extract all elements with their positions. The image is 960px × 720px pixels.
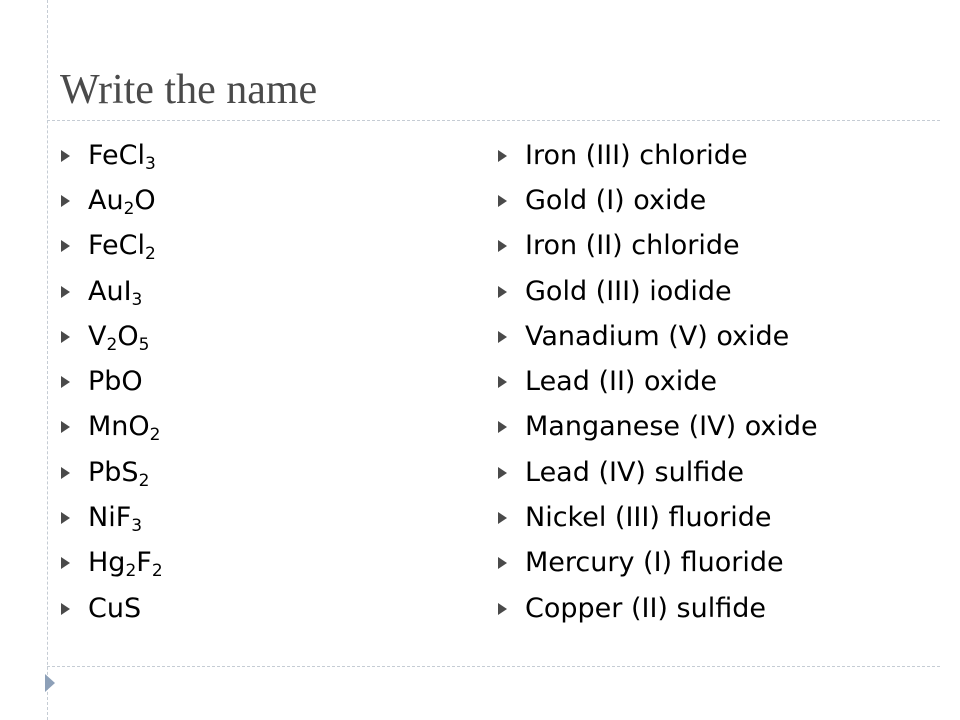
triangle-right-icon <box>60 556 71 570</box>
triangle-right-icon <box>497 602 508 616</box>
triangle-right-icon <box>60 511 71 525</box>
chemical-formula <box>88 456 149 490</box>
chemical-formula <box>88 184 156 218</box>
triangle-right-icon <box>60 285 71 299</box>
formula-list-item <box>60 314 163 359</box>
formula-element-symbol: Au <box>88 184 124 216</box>
formula-subscript: 2 <box>149 425 161 446</box>
triangle-right-icon <box>60 239 71 253</box>
compound-name-list-item <box>497 224 818 269</box>
formula-list-item <box>60 269 163 314</box>
formula-subscript: 3 <box>131 516 143 537</box>
compound-name-list-item <box>497 314 818 359</box>
formula-list-item <box>60 178 163 223</box>
footer-divider-line <box>47 666 940 667</box>
triangle-right-icon <box>60 149 71 163</box>
triangle-right-icon <box>497 420 508 434</box>
corner-arrow-icon <box>43 672 57 694</box>
compound-name: Vanadium (V) oxide <box>525 320 790 352</box>
triangle-right-icon <box>497 239 508 253</box>
formula-list-item <box>60 133 163 178</box>
chemical-formula <box>88 139 156 173</box>
page-title: Write the name <box>60 67 318 113</box>
formula-list-item <box>60 405 163 450</box>
formula-subscript: 2 <box>106 334 118 355</box>
formula-element-symbol: MnO <box>88 411 150 443</box>
compound-name: Copper (II) sulfide <box>525 592 766 624</box>
left-guide-line <box>47 0 48 720</box>
formula-list-item <box>60 359 163 404</box>
chemical-formula <box>88 410 161 444</box>
compound-name: Iron (II) chloride <box>525 230 740 262</box>
formula-subscript: 2 <box>145 244 156 265</box>
chemical-formula <box>88 275 142 309</box>
compound-name-list-item <box>497 405 818 450</box>
chemical-formula <box>88 546 163 580</box>
formula-element-symbol: FeCl <box>88 139 146 171</box>
formula-element-symbol: V <box>88 320 107 352</box>
triangle-right-icon <box>497 556 508 570</box>
triangle-right-icon <box>60 194 71 208</box>
compound-name-list-item <box>497 269 818 314</box>
compound-name-list-item <box>497 359 818 404</box>
formula-element-symbol: O <box>134 184 156 216</box>
formula-subscript: 3 <box>145 153 156 174</box>
triangle-right-icon <box>497 149 508 163</box>
compound-name: Lead (II) oxide <box>525 366 717 398</box>
triangle-right-icon <box>497 375 508 389</box>
chemical-formula <box>88 229 156 263</box>
compound-name-list-item <box>497 133 818 178</box>
chemical-formula <box>88 501 142 535</box>
triangle-right-icon <box>497 511 508 525</box>
triangle-right-icon <box>60 375 71 389</box>
triangle-right-icon <box>60 602 71 616</box>
compound-name-list-item <box>497 586 818 631</box>
formula-subscript: 2 <box>123 198 135 219</box>
compound-name: Lead (IV) sulfide <box>525 456 744 488</box>
compound-name: Nickel (III) fluoride <box>525 502 772 534</box>
formula-list-item <box>60 450 163 495</box>
formula-element-symbol: FeCl <box>88 230 146 262</box>
formula-list-item <box>60 586 163 631</box>
formula-subscript: 2 <box>151 561 163 582</box>
triangle-right-icon <box>497 194 508 208</box>
formula-list-item <box>60 224 163 269</box>
triangle-right-icon <box>497 466 508 480</box>
formula-element-symbol: F <box>136 547 152 579</box>
compound-name-list <box>497 133 818 631</box>
formula-element-symbol: PbO <box>88 366 143 398</box>
compound-name-list-item <box>497 495 818 540</box>
compound-name: Iron (III) chloride <box>525 139 748 171</box>
triangle-right-icon <box>60 330 71 344</box>
formula-list <box>60 133 163 631</box>
compound-name: Gold (III) iodide <box>525 275 732 307</box>
formula-element-symbol: NiF <box>88 502 132 534</box>
formula-element-symbol: CuS <box>88 592 142 624</box>
triangle-right-icon <box>497 330 508 344</box>
formula-subscript: 2 <box>125 561 137 582</box>
triangle-right-icon <box>60 420 71 434</box>
triangle-right-icon <box>497 285 508 299</box>
compound-name-list-item <box>497 178 818 223</box>
formula-element-symbol: AuI <box>88 275 132 307</box>
chemical-formula <box>88 365 143 399</box>
compound-name: Gold (I) oxide <box>525 184 707 216</box>
formula-list-item <box>60 495 163 540</box>
formula-list-item <box>60 541 163 586</box>
compound-name-list-item <box>497 450 818 495</box>
formula-element-symbol: PbS <box>88 456 139 488</box>
formula-subscript: 5 <box>138 334 150 355</box>
compound-name: Manganese (IV) oxide <box>525 411 818 443</box>
triangle-right-icon <box>60 466 71 480</box>
formula-subscript: 3 <box>131 289 143 310</box>
formula-subscript: 2 <box>138 470 150 491</box>
compound-name: Mercury (I) fluoride <box>525 547 784 579</box>
formula-element-symbol: Hg <box>88 547 126 579</box>
title-divider-line <box>47 120 940 121</box>
compound-name-list-item <box>497 541 818 586</box>
chemical-formula <box>88 320 149 354</box>
chemical-formula <box>88 592 141 626</box>
formula-element-symbol: O <box>117 320 139 352</box>
